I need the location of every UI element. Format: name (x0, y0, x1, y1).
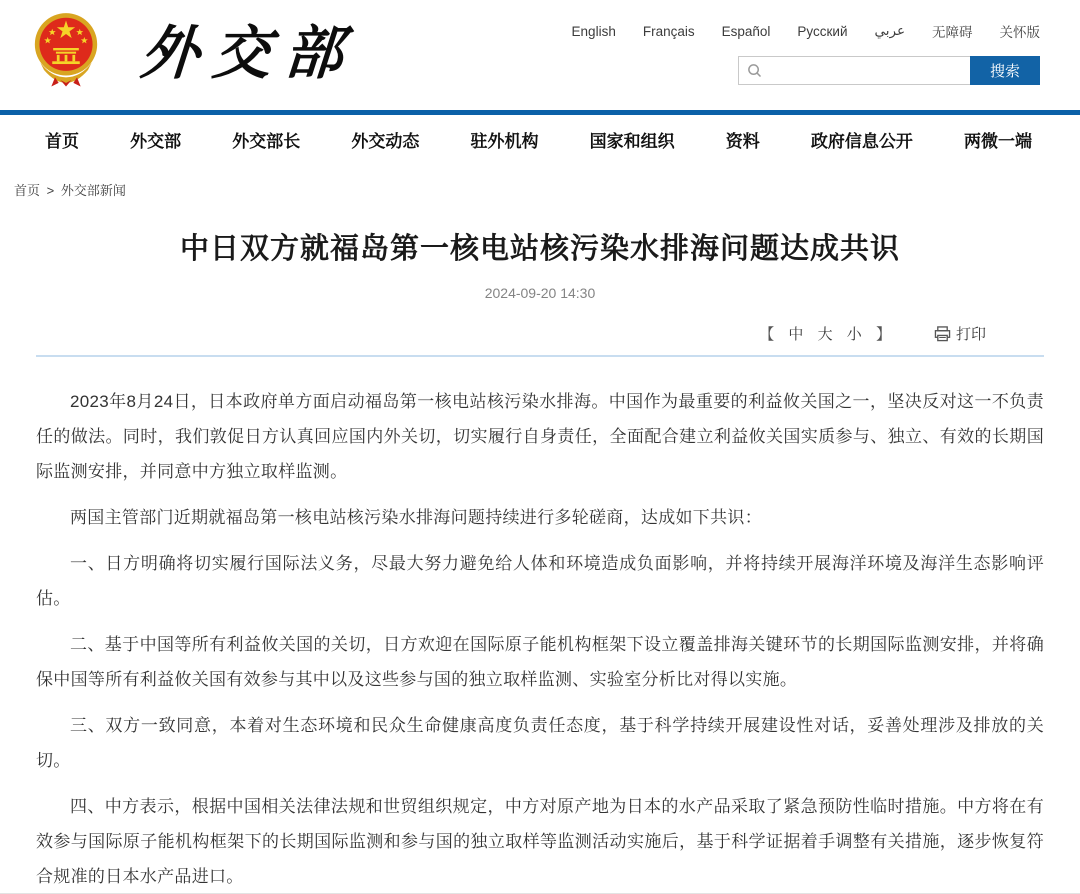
nav-item-social-media[interactable]: 两微一端 (964, 131, 1032, 151)
font-size-bracket-open: 【 (759, 326, 775, 343)
language-links (572, 21, 1040, 41)
lang-link-arabic[interactable]: عربي (874, 23, 905, 38)
breadcrumb-separator: > (46, 183, 55, 198)
article-paragraph: 二、基于中国等所有利益攸关国的关切，日方欢迎在国际原子能机构框架下设立覆盖排海关键环节的长期国际监测安排，并将确保中国等所有利益攸关国有效参与其中以及这些参与国的独立取样监测、实验室分析比对得以实施。 (36, 635, 1044, 689)
breadcrumb-home[interactable]: 首页 (14, 183, 41, 198)
print-button[interactable] (934, 323, 986, 344)
page-title: 中日双方就福岛第一核电站核污染水排海问题达成共识 (179, 233, 900, 265)
article-divider (36, 355, 1044, 357)
lang-link-francais[interactable]: Français (642, 23, 695, 39)
print-label: 打印 (955, 326, 986, 343)
national-emblem-logo (33, 9, 99, 87)
breadcrumb (0, 163, 1080, 199)
nav-item-home[interactable]: 首页 (45, 131, 79, 151)
brand[interactable] (33, 6, 357, 90)
nav-item-countries-organizations[interactable]: 国家和组织 (589, 131, 675, 151)
printer-icon (934, 326, 951, 342)
font-size-bracket-close: 】 (875, 326, 891, 343)
nav-item-minister[interactable]: 外交部长 (232, 131, 301, 151)
header-right (572, 0, 1040, 85)
article-body (36, 384, 1044, 894)
main-navigation (0, 115, 1080, 163)
breadcrumb-current[interactable]: 外交部新闻 (60, 183, 126, 198)
search-input[interactable] (768, 57, 970, 84)
article-paragraph: 四、中方表示，根据中国相关法律法规和世贸组织规定，中方对原产地为日本的水产品采取了紧急预防性临时措施。中方将在有效参与国际原子能机构框架下的长期国际监测和参与国的独立取样等监测活动实施后，基于科学证据着手调整有关措施，逐步恢复符合规准的日本水产品进口。 (36, 797, 1044, 886)
article-paragraph: 一、日方明确将切实履行国际法义务，尽最大努力避免给人体和环境造成负面影响，并将持续开展海洋环境及海洋生态影响评估。 (36, 554, 1044, 608)
font-size-large-button[interactable]: 大 (817, 326, 833, 343)
search-icon (747, 63, 762, 78)
article-paragraph: 三、双方一致同意，本着对生态环境和民众生命健康高度负责任态度，基于科学持续开展建设性对话，妥善处理涉及排放的关切。 (36, 716, 1044, 770)
lang-link-care-version[interactable]: 关怀版 (999, 25, 1040, 40)
font-size-controls (754, 323, 896, 344)
article (0, 226, 1080, 894)
site-header (0, 0, 1080, 110)
lang-link-russian[interactable]: Русский (797, 23, 848, 39)
search-button[interactable]: 搜索 (970, 56, 1040, 85)
nav-item-diplomatic-activities[interactable]: 外交动态 (351, 131, 420, 151)
article-paragraph: 两国主管部门近期就福岛第一核电站核污染水排海问题持续进行多轮磋商，达成如下共识： (70, 508, 762, 527)
article-paragraph: 2023年8月24日，日本政府单方面启动福岛第一核电站核污染水排海。中国作为最重要的利益攸关国之一，坚决反对这一不负责任的做法。同时，我们敦促日方认真回应国内外关切，切实履行自身责任，全面配合建立利益攸关国实质参与、独立、有效的长期国际监测安排，并同意中方独立取样监测。 (36, 392, 1044, 481)
font-size-small-button[interactable]: 小 (846, 326, 862, 343)
lang-link-espanol[interactable]: Español (721, 23, 771, 39)
search-bar (738, 56, 1040, 85)
logo-calligraphy-text: 外交部 (138, 21, 359, 86)
article-toolbar (36, 323, 1044, 344)
nav-item-resources[interactable]: 资料 (725, 131, 760, 151)
search-box (738, 56, 970, 85)
nav-item-ministry[interactable]: 外交部 (130, 131, 182, 151)
font-size-medium-button[interactable]: 中 (788, 326, 804, 343)
article-date: 2024-09-20 14:30 (484, 285, 596, 301)
lang-link-english[interactable]: English (571, 23, 616, 39)
lang-link-accessibility[interactable]: 无障碍 (932, 25, 973, 40)
nav-item-government-info[interactable]: 政府信息公开 (810, 131, 913, 151)
nav-item-missions-abroad[interactable]: 驻外机构 (470, 131, 539, 151)
